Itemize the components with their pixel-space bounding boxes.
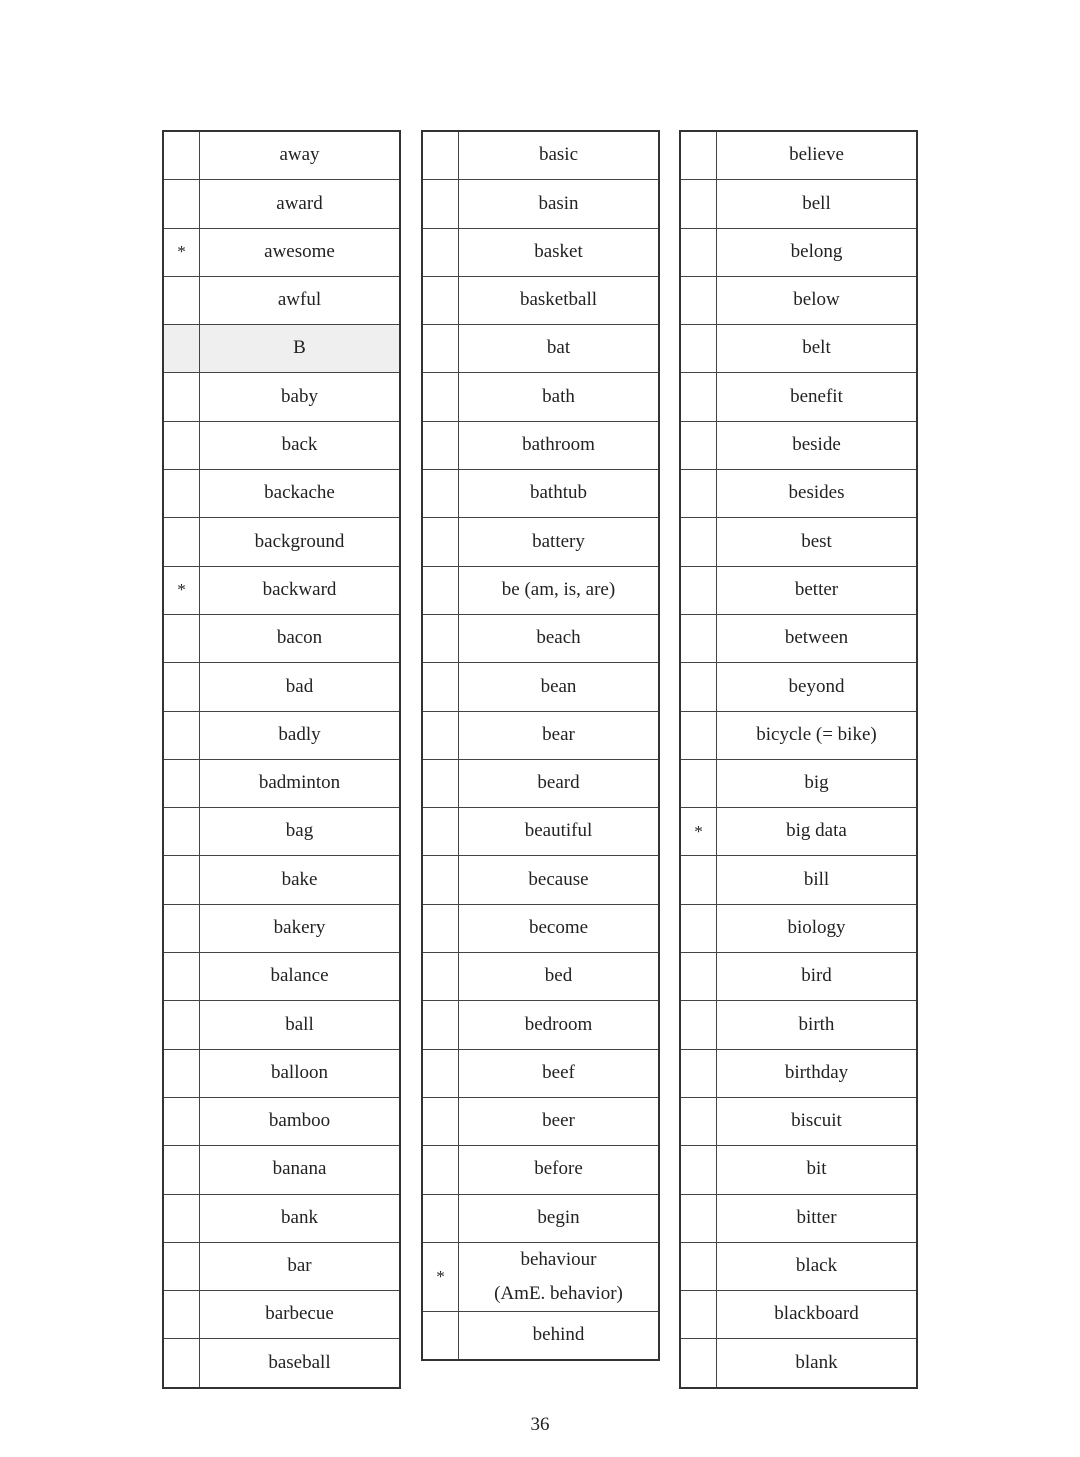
asterisk-mark [680,856,717,904]
vocabulary-word: blackboard [717,1291,918,1339]
vocabulary-word: bank [200,1194,401,1242]
vocabulary-row [163,518,400,566]
vocabulary-row [680,1291,917,1339]
vocabulary-word: be (am, is, are) [459,566,660,614]
vocabulary-word: bill [717,856,918,904]
vocabulary-word: below [717,276,918,324]
vocabulary-word: bag [200,808,401,856]
vocabulary-word: beach [459,614,660,662]
asterisk-mark [680,953,717,1001]
vocabulary-word: biology [717,904,918,952]
asterisk-mark [422,1049,459,1097]
vocabulary-row [680,614,917,662]
vocabulary-word: better [717,566,918,614]
vocabulary-word: background [200,518,401,566]
vocabulary-row [422,373,659,421]
asterisk-mark [680,1001,717,1049]
vocabulary-row [163,470,400,518]
asterisk-mark [422,325,459,373]
vocabulary-row [163,131,400,180]
vocabulary-word: behind [459,1311,660,1360]
vocabulary-row [422,1194,659,1242]
asterisk-mark [680,276,717,324]
vocabulary-row [422,421,659,469]
word-variant-line: (AmE. behavior) [494,1282,623,1304]
vocabulary-word: begin [459,1194,660,1242]
vocabulary-row [163,1242,400,1290]
asterisk-mark [163,1146,200,1194]
vocabulary-word: birthday [717,1049,918,1097]
vocabulary-word: bear [459,711,660,759]
section-header-row [163,325,400,373]
vocabulary-row [680,953,917,1001]
asterisk-mark [163,953,200,1001]
vocabulary-word: beer [459,1097,660,1145]
asterisk-mark [680,518,717,566]
vocabulary-word: big data [717,808,918,856]
asterisk-mark [163,1242,200,1290]
asterisk-mark [680,1097,717,1145]
vocabulary-row [163,228,400,276]
vocabulary-word: back [200,421,401,469]
asterisk-mark: * [422,1242,459,1311]
vocabulary-word: birth [717,1001,918,1049]
vocabulary-word: beef [459,1049,660,1097]
vocabulary-word: ball [200,1001,401,1049]
vocabulary-row [422,518,659,566]
asterisk-mark [680,1194,717,1242]
vocabulary-row [422,1049,659,1097]
vocabulary-word: bad [200,663,401,711]
asterisk-mark [163,614,200,662]
vocabulary-row [163,1049,400,1097]
vocabulary-word [459,1242,660,1311]
vocabulary-word: bath [459,373,660,421]
asterisk-mark [422,808,459,856]
vocabulary-word: benefit [717,373,918,421]
vocabulary-word: award [200,180,401,228]
asterisk-mark [680,904,717,952]
asterisk-mark [163,1194,200,1242]
vocabulary-row [422,1146,659,1194]
vocabulary-row [163,759,400,807]
vocabulary-word: because [459,856,660,904]
asterisk-mark [163,276,200,324]
asterisk-mark [422,276,459,324]
vocabulary-word: beard [459,759,660,807]
vocabulary-row [680,373,917,421]
asterisk-mark [163,711,200,759]
vocabulary-row [680,566,917,614]
vocabulary-word: bake [200,856,401,904]
vocabulary-row [422,808,659,856]
vocabulary-row [680,228,917,276]
vocabulary-word: believe [717,131,918,180]
vocabulary-row [163,373,400,421]
vocabulary-row [680,1242,917,1290]
vocabulary-word: bicycle (= bike) [717,711,918,759]
asterisk-mark [680,1339,717,1388]
vocabulary-row [680,518,917,566]
asterisk-mark [422,1311,459,1360]
asterisk-mark [680,711,717,759]
asterisk-mark [680,131,717,180]
asterisk-mark [422,953,459,1001]
vocabulary-row [680,470,917,518]
asterisk-mark [680,373,717,421]
asterisk-mark [163,470,200,518]
asterisk-mark [422,759,459,807]
vocabulary-word: biscuit [717,1097,918,1145]
vocabulary-row [422,759,659,807]
vocabulary-row [422,228,659,276]
vocabulary-row [163,421,400,469]
asterisk-mark [422,904,459,952]
asterisk-mark [163,1339,200,1388]
asterisk-mark [422,421,459,469]
vocabulary-word: bar [200,1242,401,1290]
vocabulary-row [680,1339,917,1388]
asterisk-mark [680,1049,717,1097]
vocabulary-word: basketball [459,276,660,324]
vocabulary-row [163,1146,400,1194]
vocabulary-word: beyond [717,663,918,711]
vocabulary-row [680,711,917,759]
vocabulary-row [163,856,400,904]
vocabulary-word: bell [717,180,918,228]
asterisk-mark [680,1146,717,1194]
vocabulary-word: between [717,614,918,662]
vocabulary-word: battery [459,518,660,566]
vocabulary-word: bat [459,325,660,373]
vocabulary-word: belong [717,228,918,276]
asterisk-mark [163,373,200,421]
vocabulary-row [422,663,659,711]
vocabulary-word: barbecue [200,1291,401,1339]
section-letter: B [200,325,401,373]
vocabulary-row [163,180,400,228]
asterisk-mark [422,856,459,904]
vocabulary-row [680,1194,917,1242]
vocabulary-word: basin [459,180,660,228]
vocabulary-word: bedroom [459,1001,660,1049]
vocabulary-word: bed [459,953,660,1001]
vocabulary-table-column-2 [421,130,660,1361]
asterisk-mark [680,180,717,228]
vocabulary-word: awful [200,276,401,324]
vocabulary-row [422,325,659,373]
vocabulary-table-column-3 [679,130,918,1389]
vocabulary-row [680,904,917,952]
vocabulary-word: before [459,1146,660,1194]
asterisk-mark [680,325,717,373]
asterisk-mark [422,1146,459,1194]
vocabulary-word: badly [200,711,401,759]
vocabulary-row [422,904,659,952]
vocabulary-word: backward [200,566,401,614]
vocabulary-row [680,856,917,904]
asterisk-mark [163,325,200,373]
vocabulary-word: beautiful [459,808,660,856]
asterisk-mark: * [163,566,200,614]
vocabulary-word: balance [200,953,401,1001]
vocabulary-row [422,614,659,662]
vocabulary-row [163,1097,400,1145]
vocabulary-word: away [200,131,401,180]
vocabulary-row [163,808,400,856]
vocabulary-word: bean [459,663,660,711]
vocabulary-row [680,1049,917,1097]
vocabulary-word: baseball [200,1339,401,1388]
vocabulary-row [422,856,659,904]
asterisk-mark [422,518,459,566]
asterisk-mark [163,518,200,566]
vocabulary-row [680,1097,917,1145]
asterisk-mark [422,663,459,711]
vocabulary-row [422,953,659,1001]
asterisk-mark [163,180,200,228]
vocabulary-word: banana [200,1146,401,1194]
vocabulary-row [163,1001,400,1049]
asterisk-mark [680,663,717,711]
asterisk-mark [422,470,459,518]
vocabulary-row [680,180,917,228]
vocabulary-row [680,131,917,180]
vocabulary-word: bakery [200,904,401,952]
asterisk-mark [680,566,717,614]
asterisk-mark [163,1291,200,1339]
asterisk-mark [163,131,200,180]
asterisk-mark [680,421,717,469]
vocabulary-row [680,1146,917,1194]
vocabulary-word: awesome [200,228,401,276]
vocabulary-row [422,131,659,180]
page-number: 36 [530,1414,550,1435]
vocabulary-row [163,566,400,614]
vocabulary-word: basic [459,131,660,180]
vocabulary-row [422,276,659,324]
vocabulary-word: big [717,759,918,807]
vocabulary-word: bacon [200,614,401,662]
vocabulary-row [680,759,917,807]
word-line: behaviour [520,1248,597,1270]
vocabulary-row [422,180,659,228]
vocabulary-row [163,1291,400,1339]
vocabulary-word: basket [459,228,660,276]
asterisk-mark [422,373,459,421]
asterisk-mark: * [163,228,200,276]
asterisk-mark [422,566,459,614]
asterisk-mark [163,759,200,807]
vocabulary-row [680,808,917,856]
vocabulary-row [163,904,400,952]
vocabulary-word: bird [717,953,918,1001]
vocabulary-row [422,1001,659,1049]
vocabulary-word: become [459,904,660,952]
vocabulary-word: blank [717,1339,918,1388]
vocabulary-word: bathtub [459,470,660,518]
vocabulary-row [680,325,917,373]
vocabulary-word: badminton [200,759,401,807]
vocabulary-row [163,276,400,324]
asterisk-mark [422,1194,459,1242]
vocabulary-row [680,421,917,469]
vocabulary-word: black [717,1242,918,1290]
vocabulary-row [422,566,659,614]
vocabulary-word: bitter [717,1194,918,1242]
vocabulary-word: beside [717,421,918,469]
vocabulary-row [680,1001,917,1049]
asterisk-mark [680,614,717,662]
asterisk-mark [163,421,200,469]
vocabulary-row [422,470,659,518]
vocabulary-row [422,1311,659,1360]
vocabulary-row [163,663,400,711]
asterisk-mark [163,663,200,711]
vocabulary-row [163,711,400,759]
asterisk-mark [680,1242,717,1290]
asterisk-mark [422,614,459,662]
asterisk-mark [422,228,459,276]
asterisk-mark [163,808,200,856]
asterisk-mark [680,228,717,276]
vocabulary-row [163,1194,400,1242]
vocabulary-word: bamboo [200,1097,401,1145]
vocabulary-word: bathroom [459,421,660,469]
asterisk-mark: * [680,808,717,856]
asterisk-mark [163,856,200,904]
asterisk-mark [163,1001,200,1049]
vocabulary-row [163,614,400,662]
vocabulary-row [163,953,400,1001]
vocabulary-row [680,276,917,324]
vocabulary-word: baby [200,373,401,421]
asterisk-mark [680,759,717,807]
vocabulary-table-column-1 [162,130,401,1389]
vocabulary-row [422,1097,659,1145]
vocabulary-word: best [717,518,918,566]
asterisk-mark [163,1097,200,1145]
vocabulary-word: bit [717,1146,918,1194]
asterisk-mark [422,180,459,228]
asterisk-mark [680,470,717,518]
asterisk-mark [163,904,200,952]
asterisk-mark [422,711,459,759]
asterisk-mark [422,1097,459,1145]
asterisk-mark [680,1291,717,1339]
vocabulary-row [163,1339,400,1388]
asterisk-mark [422,131,459,180]
asterisk-mark [163,1049,200,1097]
vocabulary-word: balloon [200,1049,401,1097]
vocabulary-word: belt [717,325,918,373]
vocabulary-word: besides [717,470,918,518]
asterisk-mark [422,1001,459,1049]
vocabulary-word: backache [200,470,401,518]
vocabulary-row [680,663,917,711]
vocabulary-row [422,711,659,759]
